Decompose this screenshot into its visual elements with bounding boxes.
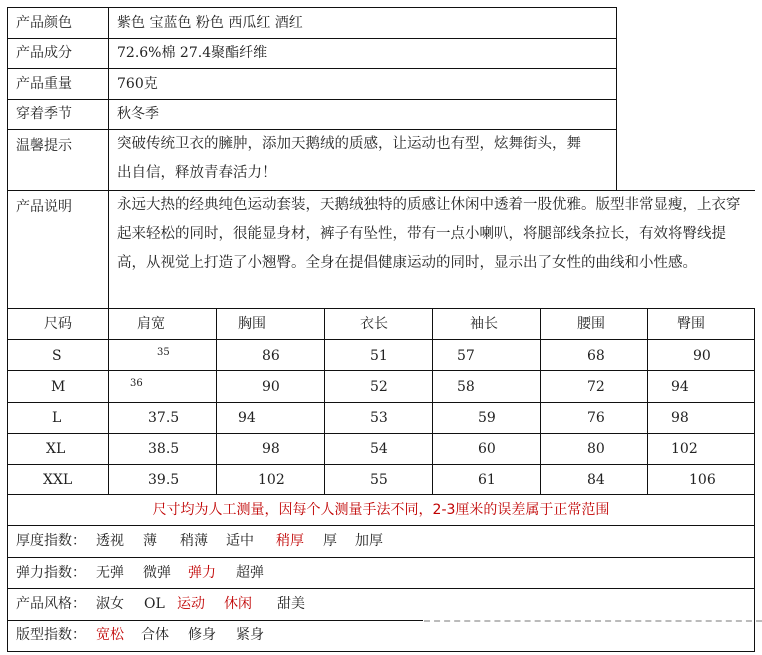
option-tag: 修身 (188, 627, 216, 643)
table-cell: 61 (478, 472, 496, 488)
option-tag: 淑女 (96, 596, 124, 612)
table-cell: 94 (671, 379, 689, 395)
index-label: 产品风格： (16, 596, 86, 612)
size-cell: XL (46, 441, 66, 457)
table-cell: 54 (370, 441, 388, 457)
header-cell: 腰围 (577, 316, 605, 332)
option-tag: OL (144, 596, 165, 612)
info-value: 紫色 宝蓝色 粉色 西瓜红 酒红 (117, 15, 303, 31)
table-cell: 51 (370, 348, 388, 364)
info-label: 产品颜色 (16, 15, 72, 31)
table-cell: 52 (370, 379, 388, 395)
table-cell: 58 (457, 379, 475, 395)
table-cell: 102 (671, 441, 698, 457)
option-tag: 无弹 (96, 565, 124, 581)
table-cell: 35 (157, 347, 170, 358)
option-tag: 稍薄 (180, 533, 208, 549)
table-cell: 57 (457, 348, 475, 364)
option-tag-selected: 宽松 (96, 627, 124, 643)
table-cell: 55 (370, 472, 388, 488)
table-cell: 106 (689, 472, 716, 488)
table-cell: 80 (587, 441, 605, 457)
option-tag: 薄 (143, 533, 157, 549)
info-label: 温馨提示 (16, 138, 72, 154)
option-tag: 加厚 (355, 533, 383, 549)
size-cell: L (52, 410, 62, 426)
table-cell: 53 (370, 410, 388, 426)
info-label: 产品说明 (16, 199, 72, 215)
index-label: 版型指数： (16, 627, 86, 643)
size-cell: S (52, 348, 62, 364)
table-cell: 37.5 (148, 410, 180, 426)
table-cell: 90 (693, 348, 711, 364)
table-cell: 60 (478, 441, 496, 457)
table-cell: 36 (130, 378, 143, 389)
option-tag-selected: 休闲 (224, 596, 252, 612)
table-cell: 98 (671, 410, 689, 426)
option-tag: 适中 (226, 533, 254, 549)
option-tag: 甜美 (277, 596, 305, 612)
table-cell: 76 (587, 410, 605, 426)
option-tag: 厚 (323, 533, 337, 549)
table-cell: 86 (262, 348, 280, 364)
option-tag: 透视 (96, 533, 124, 549)
table-cell: 94 (238, 410, 256, 426)
table-cell: 39.5 (148, 472, 180, 488)
header-cell: 胸围 (238, 316, 266, 332)
info-label: 穿着季节 (16, 106, 72, 122)
header-cell: 臀围 (677, 316, 705, 332)
info-label: 产品重量 (16, 76, 72, 92)
table-cell: 90 (262, 379, 280, 395)
header-cell: 尺码 (44, 316, 72, 332)
info-value: 760克 (117, 76, 158, 92)
option-tag: 紧身 (236, 627, 264, 643)
table-cell: 84 (587, 472, 605, 488)
table-cell: 72 (587, 379, 605, 395)
dashed-divider (424, 620, 762, 622)
info-value: 永远大热的经典纯色运动套装，天鹅绒独特的质感让休闲中透着一股优雅。版型非常显瘦，上衣穿起来轻松的同时，很能显身材，裤子有坠性，带有一点小喇叭，将腿部线条拉长，有效将臀线提高，从视觉上打造了小翘臀。全身在提倡健康运动的同时，显示出了女性的曲线和小性感。 (117, 197, 741, 271)
measurement-notice: 尺寸均为人工测量，因每个人测量手法不同，2-3厘米的误差属于正常范围 (152, 502, 610, 518)
header-cell: 肩宽 (137, 316, 165, 332)
table-cell: 102 (258, 472, 285, 488)
table-cell: 68 (587, 348, 605, 364)
option-tag-selected: 弹力 (188, 565, 216, 581)
table-cell: 98 (262, 441, 280, 457)
index-label: 厚度指数： (16, 533, 86, 549)
option-tag: 超弹 (236, 565, 264, 581)
info-value: 72.6%棉 27.4聚酯纤维 (117, 45, 268, 61)
header-cell: 袖长 (470, 316, 498, 332)
size-cell: XXL (43, 472, 73, 488)
info-value: 突破传统卫衣的臃肿，添加天鹅绒的质感，让运动也有型，炫舞街头，舞出自信，释放青春活力！ (117, 136, 581, 181)
size-cell: M (51, 379, 66, 395)
info-value: 秋冬季 (117, 106, 159, 122)
table-cell: 59 (478, 410, 496, 426)
option-tag-selected: 运动 (177, 596, 205, 612)
header-cell: 衣长 (360, 316, 388, 332)
info-label: 产品成分 (16, 45, 72, 61)
index-label: 弹力指数： (16, 565, 86, 581)
option-tag: 微弹 (143, 565, 171, 581)
option-tag: 合体 (141, 627, 169, 643)
option-tag-selected: 稍厚 (276, 533, 304, 549)
table-cell: 38.5 (148, 441, 180, 457)
